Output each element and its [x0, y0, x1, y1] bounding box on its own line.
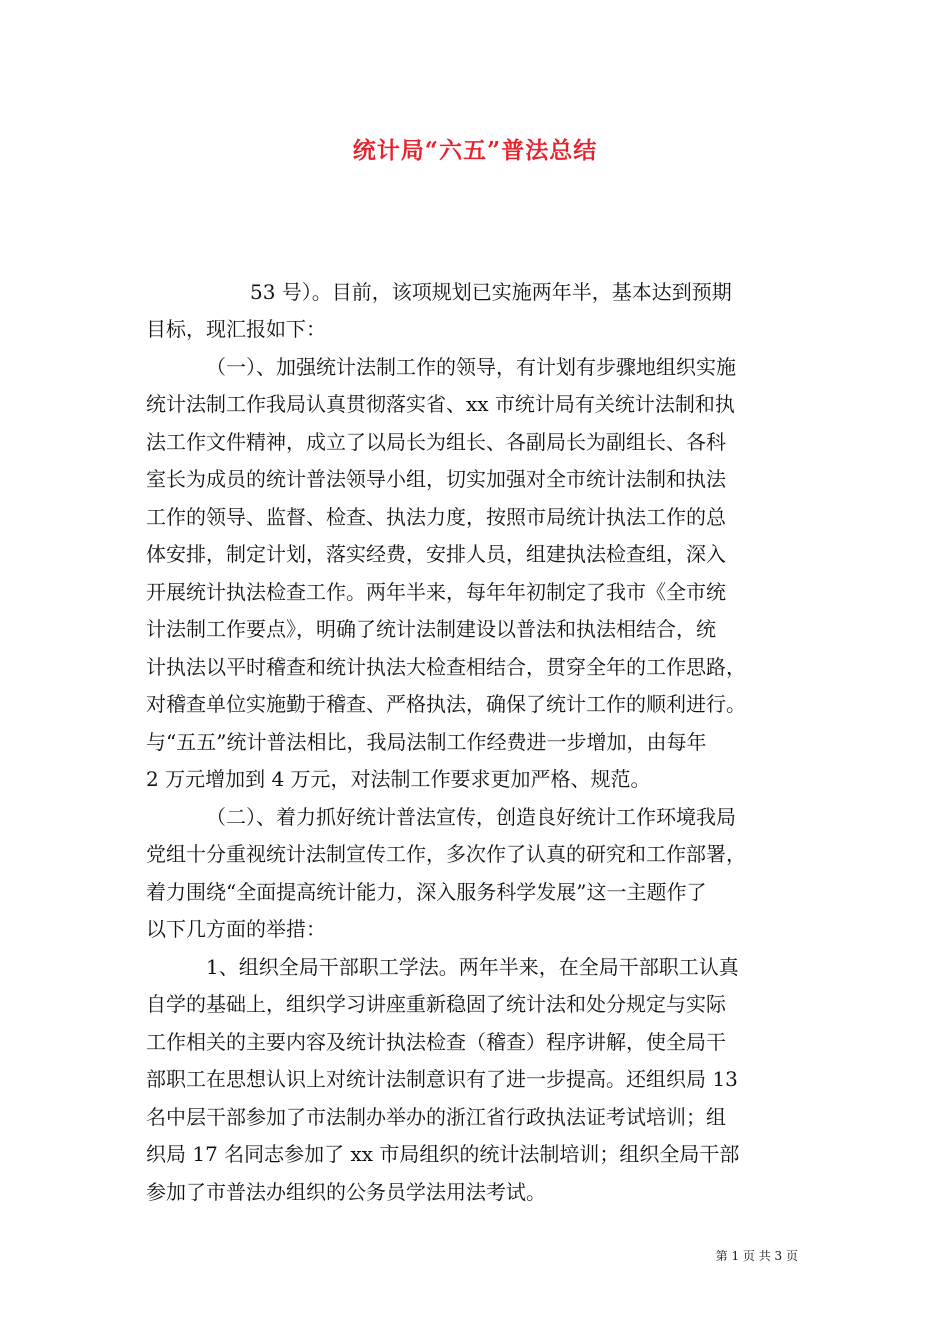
- body-line: 部职工在思想认识上对统计法制意识有了进一步提高。还组织局 13: [146, 1067, 738, 1091]
- body-line: 工作相关的主要内容及统计执法检查（稽查）程序讲解，使全局干: [146, 1030, 726, 1054]
- body-line: 名中层干部参加了市法制办举办的浙江省行政执法证考试培训；组: [146, 1105, 726, 1129]
- body-line: （一）、加强统计法制工作的领导，有计划有步骤地组织实施: [206, 355, 736, 379]
- body-line: 织局 17 名同志参加了 xx 市局组织的统计法制培训；组织全局干部: [146, 1142, 740, 1166]
- body-line: 自学的基础上，组织学习讲座重新稳固了统计法和处分规定与实际: [146, 992, 726, 1016]
- body-line: 与“五五”统计普法相比，我局法制工作经费进一步增加，由每年: [146, 730, 707, 754]
- body-line: 体安排，制定计划，落实经费，安排人员，组建执法检查组，深入: [146, 542, 726, 566]
- page-number: 第 1 页 共 3 页: [715, 1249, 798, 1263]
- body-line: 目标，现汇报如下：: [146, 317, 326, 341]
- body-line: 法工作文件精神，成立了以局长为组长、各副局长为副组长、各科: [146, 430, 726, 454]
- body-line: 党组十分重视统计法制宣传工作，多次作了认真的研究和工作部署，: [146, 842, 746, 866]
- body-line: 计执法以平时稽查和统计执法大检查相结合，贯穿全年的工作思路，: [146, 655, 746, 679]
- body-line: 53 号）。目前，该项规划已实施两年半，基本达到预期: [250, 280, 732, 304]
- body-line: 室长为成员的统计普法领导小组，切实加强对全市统计法制和执法: [146, 467, 726, 491]
- body-line: 着力围绕“全面提高统计能力，深入服务科学发展”这一主题作了: [146, 880, 707, 904]
- body-line: 计法制工作要点》，明确了统计法制建设以普法和执法相结合，统: [146, 617, 716, 641]
- body-line: 对稽查单位实施勤于稽查、严格执法，确保了统计工作的顺利进行。: [146, 692, 746, 716]
- body-line: 工作的领导、监督、检查、执法力度，按照市局统计执法工作的总: [146, 505, 726, 529]
- body-line: 统计法制工作我局认真贯彻落实省、xx 市统计局有关统计法制和执: [146, 392, 735, 416]
- document-title: 统计局“六五”普法总结: [352, 137, 598, 164]
- body-line: 2 万元增加到 4 万元，对法制工作要求更加严格、规范。: [146, 767, 651, 791]
- body-line: 参加了市普法办组织的公务员学法用法考试。: [146, 1180, 546, 1204]
- body-line: 1、组织全局干部职工学法。两年半来，在全局干部职工认真: [206, 955, 739, 979]
- body-line: （二）、着力抓好统计普法宣传，创造良好统计工作环境我局: [206, 805, 736, 829]
- body-line: 以下几方面的举措：: [146, 917, 326, 941]
- body-line: 开展统计执法检查工作。两年半来，每年年初制定了我市《全市统: [146, 580, 726, 604]
